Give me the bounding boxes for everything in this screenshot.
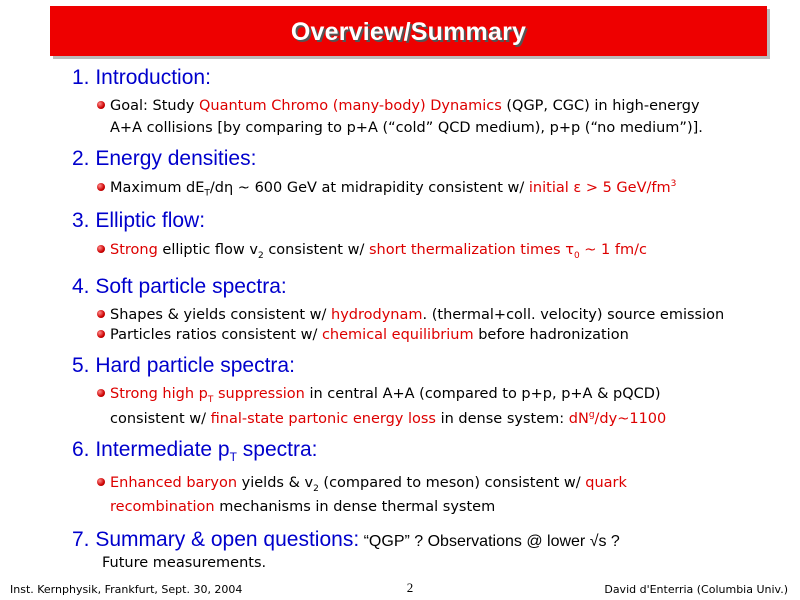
open-questions-text: “QGP” ? Observations @ lower √s ? xyxy=(359,533,620,550)
text: (compared to meson) consistent w/ xyxy=(318,475,586,491)
text: Shapes & yields consistent w/ xyxy=(110,307,332,323)
text: consistent w/ xyxy=(110,410,211,427)
bullet-icon xyxy=(97,330,105,338)
section-introduction-heading: 1. Introduction: xyxy=(72,66,211,89)
section-summary-heading: 7. Summary & open questions: “QGP” ? Observations @ lower √s ? xyxy=(72,528,620,551)
highlight-text: final-state partonic energy loss xyxy=(210,410,436,427)
bullet-energy-loss-continuation xyxy=(110,410,800,427)
text: (QGP, CGC) in high-energy xyxy=(501,98,700,114)
text: in dense system: xyxy=(435,410,569,427)
highlight-text: chemical equilibrium xyxy=(321,327,474,343)
subscript: 2 xyxy=(313,483,319,494)
text: Particles ratios consistent w/ xyxy=(110,327,322,343)
bullet-icon xyxy=(97,478,105,486)
text: in central A+A (compared to p+p, p+A & pQCD) xyxy=(304,386,661,402)
text: Maximum dE xyxy=(110,179,205,196)
text: /dη ~ 600 GeV at midrapidity consistent w/ xyxy=(209,179,529,196)
section-intermediate-pt-heading: 6. Intermediate $p_T$ spectra: xyxy=(72,438,318,465)
highlight-text: Strong xyxy=(110,242,158,258)
highlight-text: $dN^g/dy\sim 1100$ xyxy=(568,410,667,427)
future-measurements-text: Future measurements. xyxy=(102,555,267,571)
bullet-chemical-equilibrium xyxy=(97,327,797,343)
bullet-elliptic-flow xyxy=(97,242,797,261)
highlight-text: Quantum Chromo (many-body) Dynamics xyxy=(199,98,502,114)
bullet-energy-density xyxy=(97,179,797,199)
subscript: T xyxy=(204,188,210,199)
bullet-high-pt-suppression xyxy=(97,386,797,405)
bullet-icon xyxy=(97,389,105,397)
section-soft-spectra-heading: 4. Soft particle spectra: xyxy=(72,275,287,298)
highlight-text: Enhanced baryon xyxy=(110,475,238,491)
highlight-text: Strong high $p_T$ suppression xyxy=(110,386,305,405)
text: elliptic flow v xyxy=(157,242,258,258)
bullet-icon xyxy=(97,101,105,109)
highlight-text: hydrodynam xyxy=(331,307,423,323)
slide-title: Overview/Summary xyxy=(290,18,527,46)
text: mechanisms in dense thermal system xyxy=(214,499,496,515)
title-bar xyxy=(50,6,767,56)
highlight-text: quark xyxy=(585,475,627,491)
bullet-goal xyxy=(97,98,797,114)
bullet-icon xyxy=(97,183,105,191)
section-elliptic-flow-heading: 3. Elliptic flow: xyxy=(72,209,206,232)
bullet-icon xyxy=(97,310,105,318)
section-energy-densities-heading: 2. Energy densities: xyxy=(72,147,257,170)
bullet-enhanced-baryon xyxy=(97,475,797,494)
footer-author: David d'Enterria (Columbia Univ.) xyxy=(604,583,788,596)
section-hard-spectra-heading: 5. Hard particle spectra: xyxy=(72,354,295,377)
highlight-text: short thermalization times $\tau_0$ ~ 1 fm/c xyxy=(368,242,647,261)
footer-institute: Inst. Kernphysik, Frankfurt, Sept. 30, 2004 xyxy=(10,583,243,596)
bullet-hydrodynamics xyxy=(97,307,797,323)
text: consistent w/ xyxy=(263,242,369,258)
highlight-text: recombination xyxy=(110,499,215,515)
text: Goal: Study xyxy=(110,98,199,114)
bullet-icon xyxy=(97,245,105,253)
page-number: 2 xyxy=(406,580,414,595)
bullet-recombination-continuation xyxy=(110,499,800,515)
text: before hadronization xyxy=(473,327,629,343)
bullet-goal-continuation: A+A collisions [by comparing to p+A (“cold” QCD medium), p+p (“no medium”)]. xyxy=(110,120,703,136)
text: yields & v xyxy=(237,475,314,491)
subscript: 2 xyxy=(257,250,264,261)
text: . (thermal+coll. velocity) source emission xyxy=(422,307,725,323)
highlight-text: initial ε > 5 GeV/$fm^3$ xyxy=(528,179,677,196)
